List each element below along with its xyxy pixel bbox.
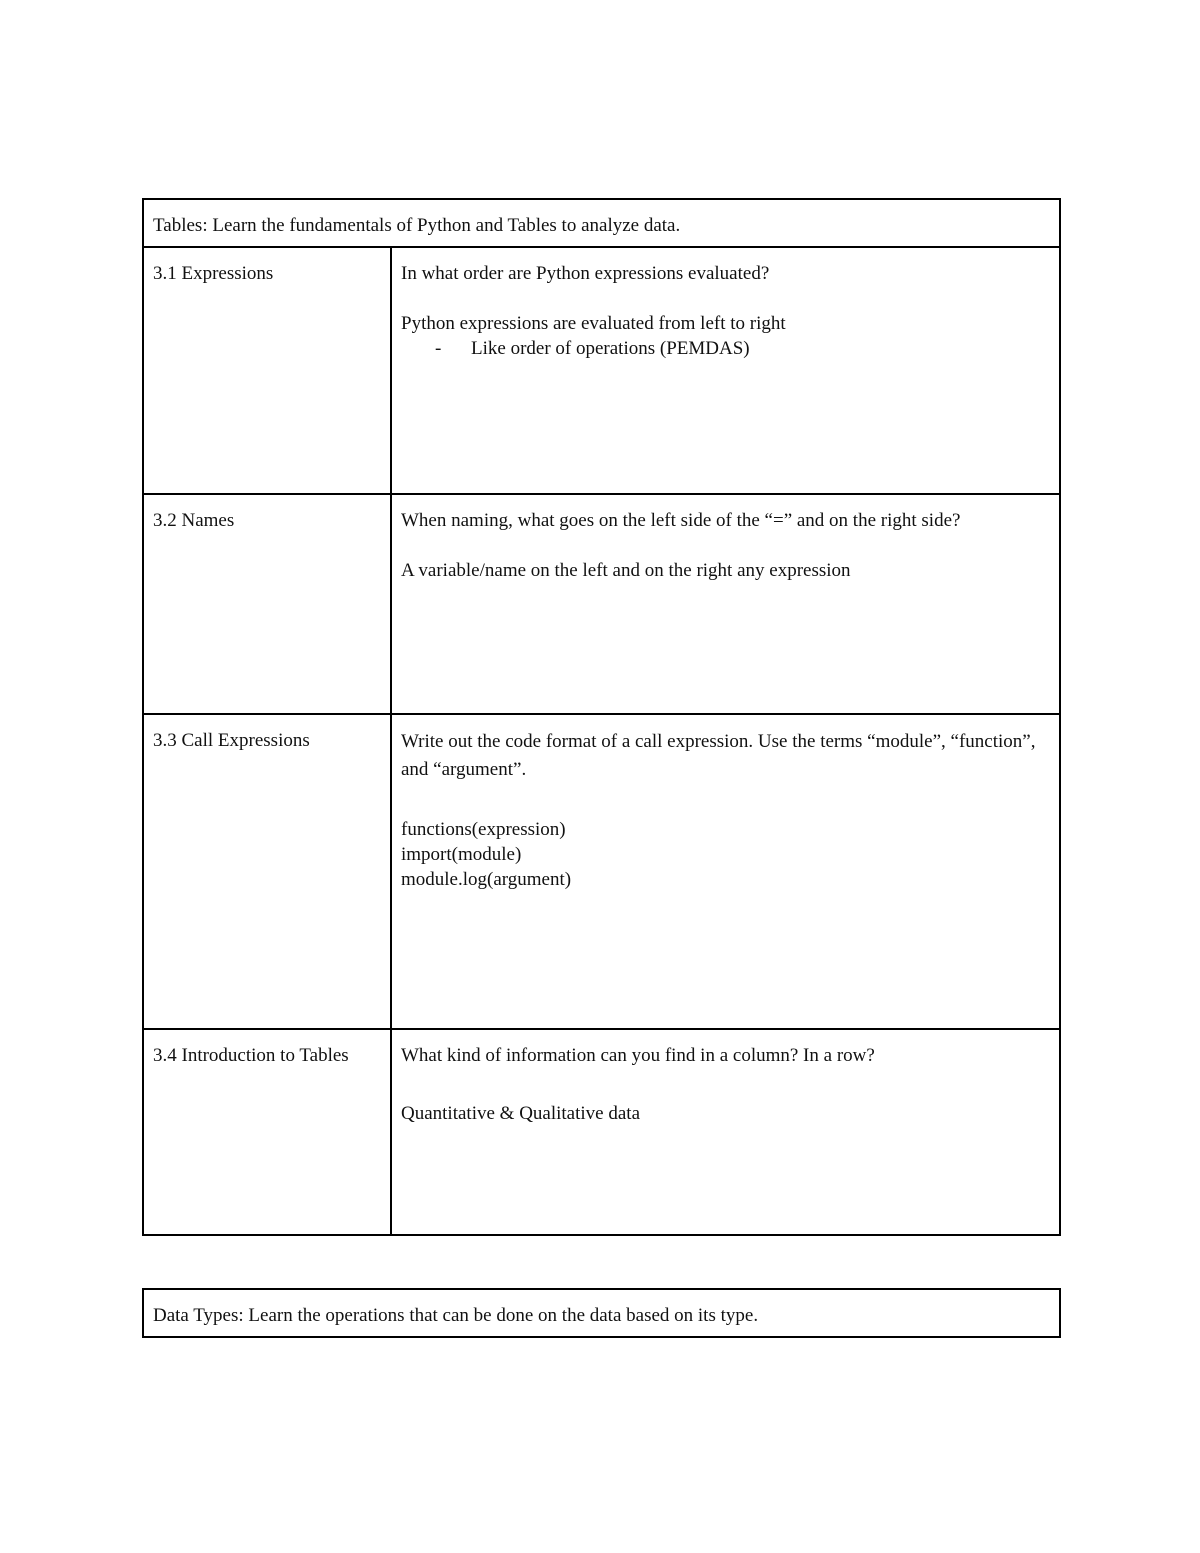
question-text: Write out the code format of a call expression. Use the terms “module”, “function”, and “argument”. <box>401 731 1036 780</box>
table-header-row <box>143 199 1060 247</box>
answer-text: A variable/name on the left and on the right any expression <box>401 560 851 581</box>
bullet-item <box>401 336 1051 361</box>
answer-text: Quantitative & Qualitative data <box>401 1103 641 1124</box>
topic-cell-names: 3.2 Names <box>143 494 391 714</box>
topic-cell-intro-tables: 3.4 Introduction to Tables <box>143 1029 391 1235</box>
bullet-dash: - <box>435 338 442 359</box>
question-text: In what order are Python expressions evaluated? <box>401 263 770 284</box>
table-row <box>143 247 1060 494</box>
section-header-data-types: Data Types: Learn the operations that can be done on the data based on its type. <box>143 1289 1060 1337</box>
answer-line: module.log(argument) <box>401 869 572 890</box>
data-types-table <box>142 1288 1061 1338</box>
table-row <box>143 714 1060 1029</box>
question-text: When naming, what goes on the left side of the “=” and on the right side? <box>401 510 961 531</box>
table-header-row <box>143 1289 1060 1337</box>
answer-line: import(module) <box>401 844 522 865</box>
notes-cell-call-expressions <box>391 714 1060 1029</box>
notes-cell-names <box>391 494 1060 714</box>
bullet-text: Like order of operations (PEMDAS) <box>471 338 750 359</box>
question-text: What kind of information can you find in a column? In a row? <box>401 1045 875 1066</box>
table-row <box>143 494 1060 714</box>
notes-cell-intro-tables <box>391 1029 1060 1235</box>
topic-cell-expressions: 3.1 Expressions <box>143 247 391 494</box>
answer-text: Python expressions are evaluated from left to right <box>401 313 786 334</box>
answer-line: functions(expression) <box>401 819 566 840</box>
topic-cell-call-expressions: 3.3 Call Expressions <box>143 714 391 1029</box>
tables-notes-table <box>142 198 1061 1236</box>
table-row <box>143 1029 1060 1235</box>
section-header-tables: Tables: Learn the fundamentals of Python and Tables to analyze data. <box>143 199 1060 247</box>
notes-cell-expressions <box>391 247 1060 494</box>
